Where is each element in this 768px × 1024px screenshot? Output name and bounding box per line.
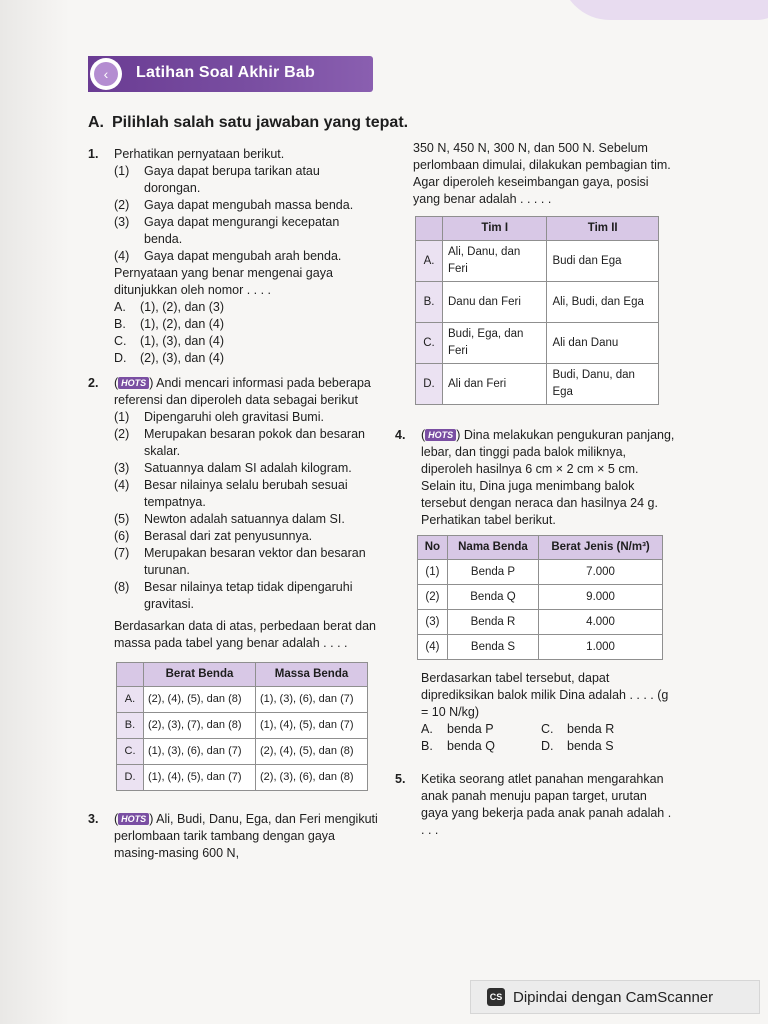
answer-option[interactable]: B. (1), (2), dan (4) [114, 317, 225, 331]
banner-badge [90, 58, 122, 90]
statement-item: (1) Gaya dapat berupa tarikan atau dorongan. [114, 164, 320, 195]
right-column [395, 140, 675, 839]
hots-badge: HOTS [425, 429, 456, 441]
statement-item: (8) Besar nilainya tetap tidak dipengaruhi gravitasi. [114, 580, 353, 611]
table-row[interactable]: C. (1), (3), (6), dan (7) (2), (4), (5), dan (8) [117, 739, 368, 765]
table-row: (2) Benda Q 9.000 [418, 585, 663, 610]
team-table [415, 216, 659, 405]
answer-option[interactable]: A. benda P [421, 722, 494, 736]
question-number: 1. [88, 147, 99, 161]
section-heading [88, 114, 408, 132]
statement-item: (7) Merupakan besaran vektor dan besaran turunan. [114, 546, 366, 577]
table-row[interactable]: A. (2), (4), (5), dan (8) (1), (3), (6), dan (7) [117, 687, 368, 713]
statement-item: (4) Besar nilainya selalu berubah sesuai tempatnya. [114, 478, 348, 509]
statement-item: (3) Satuannya dalam SI adalah kilogram. [114, 461, 352, 475]
table-header-row: Berat Benda Massa Benda [117, 663, 368, 687]
answer-option[interactable]: D. (2), (3), dan (4) [114, 351, 225, 365]
answer-option[interactable]: D. benda S [541, 739, 614, 753]
statement-item: (3) Gaya dapat mengurangi kecepatan benda. [114, 215, 340, 246]
chapter-banner [88, 56, 373, 92]
statement-item: (4) Gaya dapat mengubah arah benda. [114, 249, 342, 263]
scanner-watermark [470, 980, 760, 1014]
answer-option[interactable]: A. (1), (2), dan (3) [114, 300, 225, 314]
question-3 [88, 811, 378, 862]
question-number: 3. [88, 812, 99, 826]
statement-item: (5) Newton adalah satuannya dalam SI. [114, 512, 345, 526]
question-1 [88, 146, 378, 367]
question-text: ( HOTS ) Ali, Budi, Danu, Ega, dan Feri mengikuti perlombaan tarik tambang dengan gaya masing-masing 600 N, [114, 812, 378, 860]
hots-badge: HOTS [118, 377, 149, 389]
question-text: Berdasarkan tabel tersebut, dapat diprediksikan balok milik Dina adalah . . . . (g = 10 N/kg) [421, 671, 669, 719]
left-column [88, 146, 378, 862]
table-row: (4) Benda S 1.000 [418, 635, 663, 660]
table-row[interactable]: B. (2), (3), (7), dan (8) (1), (4), (5), dan (7) [117, 713, 368, 739]
section-letter: A. [88, 114, 104, 131]
question-3-continued: 350 N, 450 N, 300 N, dan 500 N. Sebelum perlombaan dimulai, dilakukan pembagian tim. Agar diperoleh keseimbangan gaya, posisi yang benar adalah . . . . . [413, 141, 671, 206]
table-row[interactable]: D. (1), (4), (5), dan (7) (2), (3), (6), dan (8) [117, 765, 368, 791]
answer-option[interactable]: C. (1), (3), dan (4) [114, 334, 225, 348]
question-text: Ketika seorang atlet panahan mengarahkan anak panah menuju papan target, urutan gaya yang bekerja pada anak panah adalah . . . . [421, 772, 672, 837]
question-intro: ( HOTS ) Andi mencari informasi pada beberapa referensi dan diperoleh data sebagai berikut [114, 376, 371, 407]
question-intro: ( HOTS ) Dina melakukan pengukuran panjang, lebar, dan tinggi pada balok miliknya, diperoleh hasilnya 6 cm × 2 cm × 5 cm. Selain itu, Dina juga menimbang balok tersebut dengan neraca dan hasilnya 24 g. Perhatikan tabel berikut. [421, 428, 675, 527]
camscanner-logo-icon: CS [487, 988, 505, 1006]
density-table [417, 535, 663, 660]
banner-title: Latihan Soal Akhir Bab [136, 64, 315, 81]
table-row: (1) Benda P 7.000 [418, 560, 663, 585]
hots-badge: HOTS [118, 813, 149, 825]
table-row[interactable]: B. Danu dan Feri Ali, Budi, dan Ega [416, 282, 659, 323]
table-row[interactable]: C. Budi, Ega, dan Feri Ali dan Danu [416, 323, 659, 364]
statement-item: (2) Gaya dapat mengubah massa benda. [114, 198, 354, 212]
question-text: Berdasarkan data di atas, perbedaan berat dan massa pada tabel yang benar adalah . . . . [114, 619, 376, 650]
section-title: Pilihlah salah satu jawaban yang tepat. [112, 114, 409, 131]
question-5 [395, 771, 675, 839]
question-text: Pernyataan yang benar mengenai gaya ditunjukkan oleh nomor . . . . [114, 266, 333, 297]
chevron-left-icon: ‹ [94, 62, 118, 86]
question-number: 2. [88, 376, 99, 390]
question-number: 5. [395, 772, 406, 786]
statement-item: (1) Dipengaruhi oleh gravitasi Bumi. [114, 410, 324, 424]
table-header-row: Tim I Tim II [416, 217, 659, 241]
table-row[interactable]: A. Ali, Danu, dan Feri Budi dan Ega [416, 241, 659, 282]
question-intro: Perhatikan pernyataan berikut. [114, 147, 285, 161]
question-number: 4. [395, 428, 406, 442]
table-row[interactable]: D. Ali dan Feri Budi, Danu, dan Ega [416, 364, 659, 405]
answer-options [395, 721, 675, 755]
question-4 [395, 427, 675, 529]
table-row: (3) Benda R 4.000 [418, 610, 663, 635]
answer-option[interactable]: C. benda R [541, 722, 615, 736]
statement-item: (6) Berasal dari zat penyusunnya. [114, 529, 313, 543]
scanner-text: Dipindai dengan CamScanner [513, 988, 714, 1006]
answer-option[interactable]: B. benda Q [421, 739, 495, 753]
statement-item: (2) Merupakan besaran pokok dan besaran skalar. [114, 427, 365, 458]
question-2 [88, 375, 378, 791]
table-header-row: No Nama Benda Berat Jenis (N/m³) [418, 536, 663, 560]
answer-table [116, 662, 368, 791]
